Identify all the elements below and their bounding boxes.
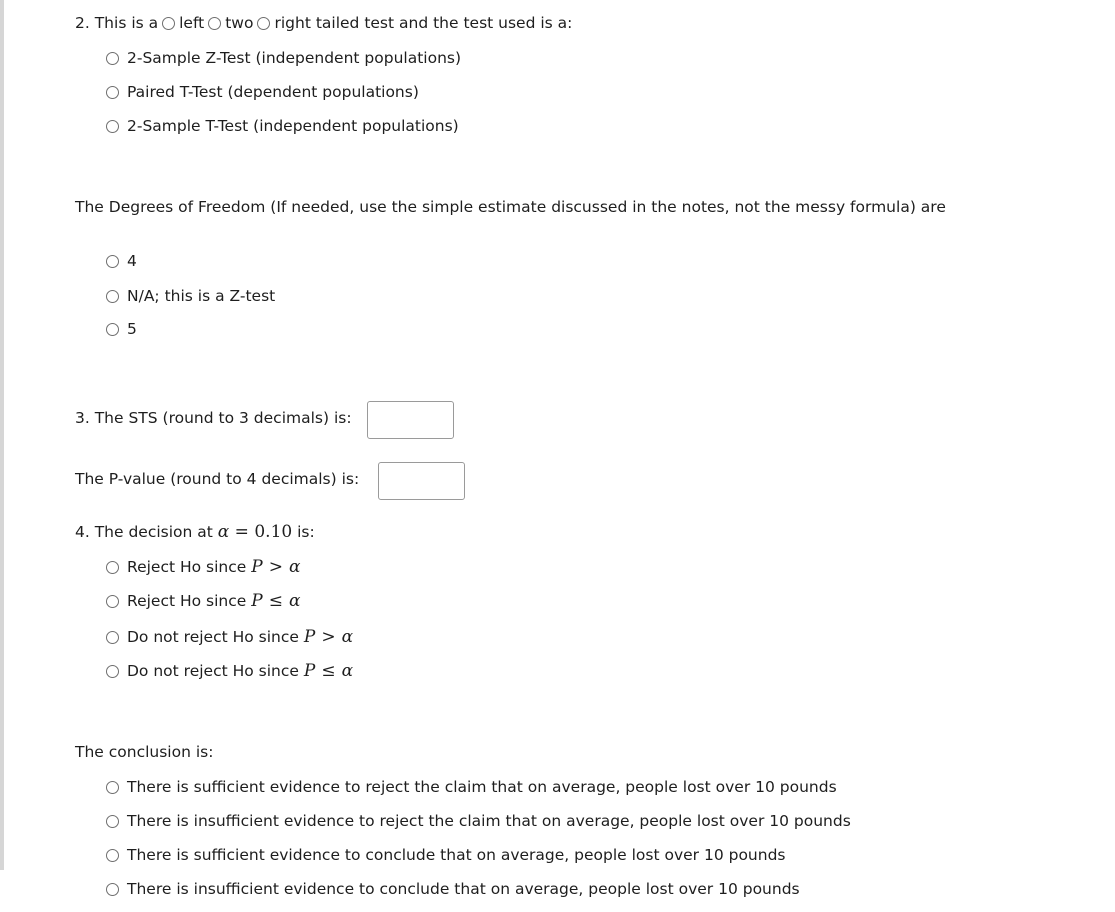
alpha-symbol: α <box>217 522 230 542</box>
conclusion-option-2-radio[interactable] <box>106 815 119 828</box>
tail-two-radio[interactable] <box>208 17 221 30</box>
conclusion-option-4-radio[interactable] <box>106 883 119 896</box>
conclusion-option-1-label: There is sufficient evidence to reject the claim that on average, people lost over 10 pounds <box>127 778 837 796</box>
decision-option-4-op: ≤ <box>321 661 336 681</box>
decision-option-4-p: P <box>303 661 316 681</box>
question-2-suffix: tailed test and the test used is a: <box>310 14 573 32</box>
test-option-z-label: 2-Sample Z-Test (independent populations) <box>127 49 462 67</box>
decision-option-3-op: > <box>321 627 336 647</box>
conclusion-option-4-label: There is insufficient evidence to conclude that on average, people lost over 10 pounds <box>127 880 800 898</box>
conclusion-option-1-radio[interactable] <box>106 781 119 794</box>
left-border <box>0 0 4 870</box>
pvalue-input[interactable] <box>378 462 465 500</box>
question-4-suffix: is: <box>292 523 315 541</box>
sts-label: 3. The STS (round to 3 decimals) is: <box>75 409 352 427</box>
df-option-5[interactable] <box>106 320 137 338</box>
decision-option-4[interactable] <box>106 661 353 681</box>
decision-option-1-op: > <box>268 557 283 577</box>
df-option-4[interactable] <box>106 252 137 270</box>
decision-option-1-alpha: α <box>288 557 301 577</box>
tail-right-radio[interactable] <box>257 17 270 30</box>
test-option-z[interactable] <box>106 49 461 67</box>
question-2-prefix: 2. This is a <box>75 14 159 32</box>
conclusion-option-3[interactable] <box>106 846 786 864</box>
conclusion-option-2-label: There is insufficient evidence to reject the claim that on average, people lost over 10 pounds <box>127 812 851 830</box>
tail-right-label: right <box>274 14 311 32</box>
df-option-5-label: 5 <box>127 320 137 338</box>
conclusion-option-1[interactable] <box>106 778 837 796</box>
df-option-5-radio[interactable] <box>106 323 119 336</box>
question-4-prefix: 4. The decision at <box>75 523 218 541</box>
decision-option-3-text: Do not reject Ho since <box>127 628 304 646</box>
df-option-na[interactable] <box>106 287 275 305</box>
decision-option-1[interactable] <box>106 557 300 577</box>
pvalue-label: The P-value (round to 4 decimals) is: <box>75 470 360 488</box>
decision-option-3-p: P <box>303 627 316 647</box>
equals-sign: = <box>229 522 255 542</box>
question-4-line <box>75 522 315 542</box>
test-option-z-radio[interactable] <box>106 52 119 65</box>
decision-option-2-p: P <box>251 591 263 611</box>
decision-option-3[interactable] <box>106 627 353 647</box>
conclusion-option-2[interactable] <box>106 812 851 830</box>
conclusion-option-3-radio[interactable] <box>106 849 119 862</box>
decision-option-2[interactable] <box>106 591 300 611</box>
conclusion-option-4[interactable] <box>106 880 800 898</box>
decision-option-2-text: Reject Ho since <box>127 592 252 610</box>
tail-left-radio[interactable] <box>162 17 175 30</box>
decision-option-1-text: Reject Ho since <box>127 558 252 576</box>
test-option-paired[interactable] <box>106 83 419 101</box>
decision-option-2-op: ≤ <box>268 591 283 611</box>
df-option-4-radio[interactable] <box>106 255 119 268</box>
decision-option-4-alpha: α <box>341 661 354 681</box>
tail-left-label: left <box>179 14 205 32</box>
decision-option-2-alpha: α <box>288 591 301 611</box>
tail-two-label: two <box>225 14 254 32</box>
sts-input[interactable] <box>367 401 454 439</box>
conclusion-prompt: The conclusion is: <box>75 743 214 761</box>
question-2-line <box>75 14 572 32</box>
test-option-t-label: 2-Sample T-Test (independent populations) <box>127 117 459 135</box>
decision-option-1-radio[interactable] <box>106 561 119 574</box>
test-option-paired-label: Paired T-Test (dependent populations) <box>127 83 419 101</box>
alpha-value: 0.10 <box>254 522 293 542</box>
test-option-t[interactable] <box>106 117 459 135</box>
decision-option-2-radio[interactable] <box>106 595 119 608</box>
df-prompt: The Degrees of Freedom (If needed, use the simple estimate discussed in the notes, not the messy formula) are <box>75 198 946 216</box>
test-option-paired-radio[interactable] <box>106 86 119 99</box>
decision-option-3-alpha: α <box>341 627 354 647</box>
df-option-na-radio[interactable] <box>106 290 119 303</box>
df-option-4-label: 4 <box>127 252 137 270</box>
decision-option-3-radio[interactable] <box>106 631 119 644</box>
decision-option-4-radio[interactable] <box>106 665 119 678</box>
decision-option-1-p: P <box>251 557 263 577</box>
df-option-na-label: N/A; this is a Z-test <box>127 287 276 305</box>
decision-option-4-text: Do not reject Ho since <box>127 662 304 680</box>
test-option-t-radio[interactable] <box>106 120 119 133</box>
conclusion-option-3-label: There is sufficient evidence to conclude that on average, people lost over 10 pounds <box>127 846 786 864</box>
